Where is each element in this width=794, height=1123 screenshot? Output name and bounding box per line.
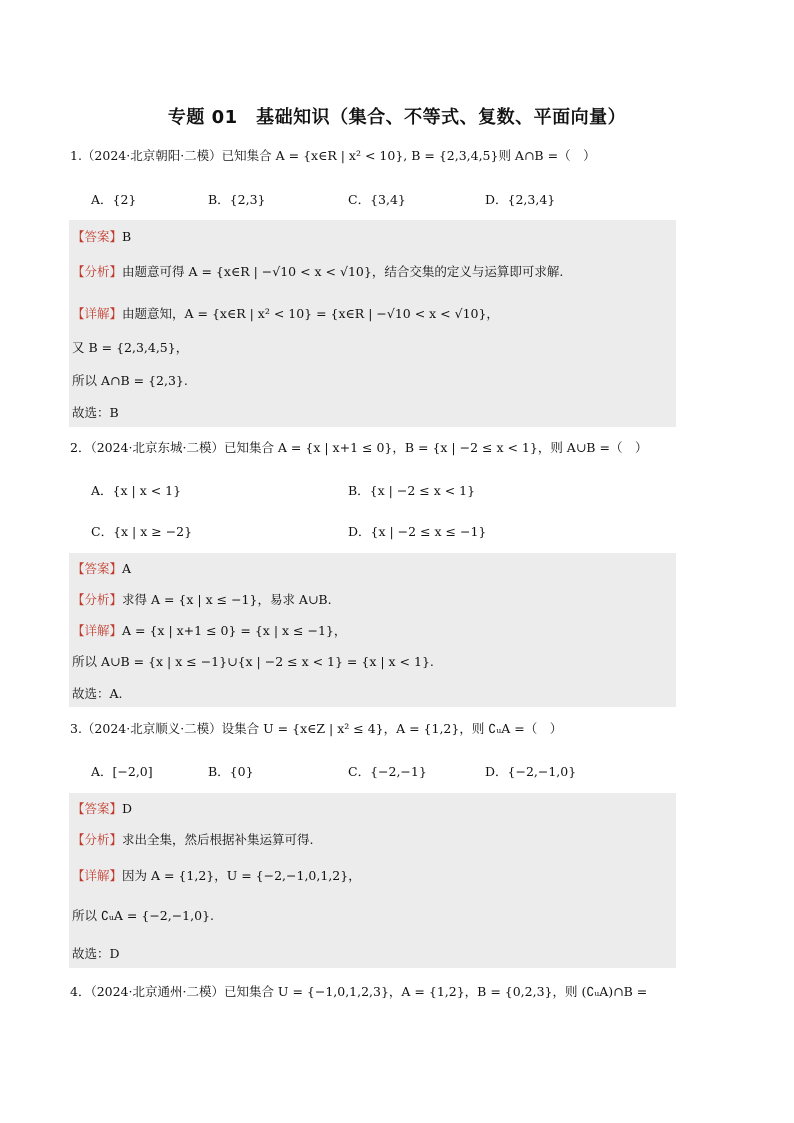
question-4-stem: 4．（2024·北京通州·二模）已知集合 U = {−1,0,1,2,3}，A = {1,2}，B = {0,2,3}，则 (∁ᵤA)∩B = xyxy=(70,984,648,999)
question-2-detail xyxy=(72,621,346,639)
question-3-option-b: B．{0} xyxy=(208,764,254,779)
question-2-step-2: 故选：A. xyxy=(72,686,123,701)
detail-text: A = {x | x+1 ≤ 0} = {x | x ≤ −1}， xyxy=(122,623,347,638)
question-3-stem: 3.（2024·北京顺义·二模）设集合 U = {x∈Z | x² ≤ 4}，A = {1,2}，则 ∁ᵤA =（ ） xyxy=(70,721,563,736)
question-1-option-c: C．{3,4} xyxy=(348,192,406,207)
detail-text: 因为 A = {1,2}，U = {−2,−1,0,1,2}， xyxy=(122,868,361,883)
analysis-tag: 【分析】 xyxy=(72,264,123,279)
question-1-step-1: 又 B = {2,3,4,5}， xyxy=(72,340,189,355)
question-3-analysis xyxy=(72,830,314,848)
question-2-option-d: D．{x | −2 ≤ x ≤ −1} xyxy=(348,524,487,539)
answer-value: D xyxy=(122,801,133,816)
question-3-option-a: A．[−2,0] xyxy=(91,764,153,779)
detail-text: 由题意知，A = {x∈R | x² < 10} = {x∈R | −√10 < x < √10}， xyxy=(122,306,499,321)
analysis-text: 求出全集，然后根据补集运算可得. xyxy=(122,832,314,847)
question-3-answer xyxy=(72,799,132,817)
question-1-analysis xyxy=(72,262,563,280)
answer-value: A xyxy=(122,561,132,576)
question-1-option-d: D．{2,3,4} xyxy=(485,192,556,207)
question-1-solution-box xyxy=(69,220,676,427)
detail-tag: 【详解】 xyxy=(72,868,123,883)
analysis-tag: 【分析】 xyxy=(72,832,123,847)
question-3-step-1: 所以 ∁ᵤA = {−2,−1,0}. xyxy=(72,908,214,923)
detail-tag: 【详解】 xyxy=(72,623,123,638)
analysis-tag: 【分析】 xyxy=(72,592,123,607)
question-2-stem: 2．（2024·北京东城·二模）已知集合 A = {x | x+1 ≤ 0}，B = {x | −2 ≤ x < 1}，则 A∪B =（ ） xyxy=(70,440,648,455)
question-1-step-3: 故选：B xyxy=(72,405,119,420)
analysis-text: 由题意可得 A = {x∈R | −√10 < x < √10}，结合交集的定义与运算即可求解. xyxy=(122,264,564,279)
question-3-detail xyxy=(72,866,361,884)
question-1-option-a: A．{2} xyxy=(91,192,137,207)
question-1-stem: 1.（2024·北京朝阳·二模）已知集合 A = {x∈R | x² < 10}, B = {2,3,4,5}则 A∩B =（ ） xyxy=(70,148,596,163)
answer-value: B xyxy=(122,229,132,244)
question-3-option-c: C．{−2,−1} xyxy=(348,764,427,779)
question-1-step-2: 所以 A∩B = {2,3}. xyxy=(72,373,188,388)
analysis-text: 求得 A = {x | x ≤ −1}，易求 A∪B. xyxy=(122,592,332,607)
question-2-option-a: A．{x | x < 1} xyxy=(91,483,182,498)
question-1-detail xyxy=(72,304,499,322)
question-1-answer xyxy=(72,227,131,245)
question-1-option-b: B．{2,3} xyxy=(208,192,266,207)
page-title: 专题 01 基础知识（集合、不等式、复数、平面向量） xyxy=(167,107,627,128)
question-2-step-1: 所以 A∪B = {x | x ≤ −1}∪{x | −2 ≤ x < 1} = {x | x < 1}. xyxy=(72,654,434,669)
question-2-analysis xyxy=(72,590,332,608)
question-2-answer xyxy=(72,559,131,577)
question-2-option-b: B．{x | −2 ≤ x < 1} xyxy=(348,483,476,498)
answer-tag: 【答案】 xyxy=(72,561,123,576)
answer-tag: 【答案】 xyxy=(72,801,123,816)
question-2-options-row-1 xyxy=(91,481,711,499)
question-3-options xyxy=(91,762,711,780)
question-2-solution-box xyxy=(69,553,676,707)
question-3-option-d: D．{−2,−1,0} xyxy=(485,764,577,779)
detail-tag: 【详解】 xyxy=(72,306,123,321)
question-3-solution-box xyxy=(69,793,676,968)
question-2-options-row-2 xyxy=(91,522,711,540)
question-2-option-c: C．{x | x ≥ −2} xyxy=(91,524,193,539)
question-1-options xyxy=(91,190,711,208)
answer-tag: 【答案】 xyxy=(72,229,123,244)
question-3-step-2: 故选：D xyxy=(72,946,120,961)
